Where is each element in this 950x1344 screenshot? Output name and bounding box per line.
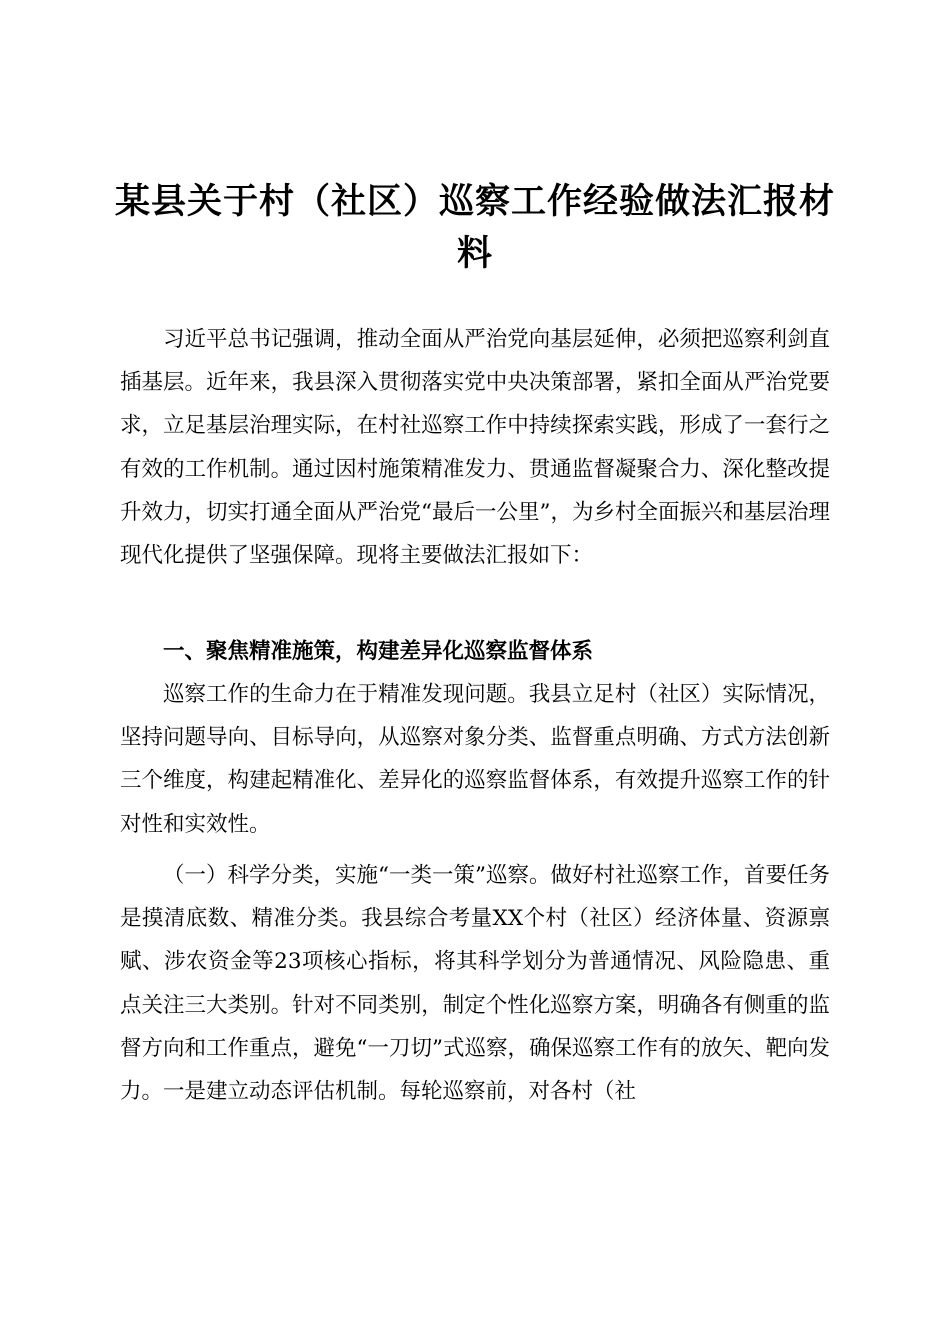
subsection-1-text: 做好村社巡察工作，首要任务是摸清底数、精准分类。我县综合考量XX个村（社区）经济体量、资源禀赋、涉农资金等23项核心指标，将其科学划分为普通情况、风险隐患、重点关注三大类别。针对不同类别，制定个性化巡察方案，明确各有侧重的监督方向和工作重点，避免“一刀切”式巡察，确保巡察工作有的放矢、靶向发力。一是建立动态评估机制。每轮巡察前，对各村（社 bbox=[120, 863, 831, 1105]
section-heading-1: 一、聚焦精准施策，构建差异化巡察监督体系 bbox=[163, 639, 594, 664]
section-1-paragraph: 巡察工作的生命力在于精准发现问题。我县立足村（社区）实际情况，坚持问题导向、目标导向，从巡察对象分类、监督重点明确、方式方法创新三个维度，构建起精准化、差异化的巡察监督体系，有效提升巡察工作的针对性和实效性。 bbox=[120, 682, 830, 837]
document-title: 某县关于村（社区）巡察工作经验做法汇报材料 bbox=[114, 181, 835, 274]
subsection-1-paragraph bbox=[120, 854, 830, 1113]
subsection-1-label: （一）科学分类，实施“一类一策”巡察。 bbox=[163, 863, 551, 888]
intro-paragraph: 习近平总书记强调，推动全面从严治党向基层延伸，必须把巡察利剑直插基层。近年来，我县深入贯彻落实党中央决策部署，紧扣全面从严治党要求，立足基层治理实际，在村社巡察工作中持续探索实践，形成了一套行之有效的工作机制。通过因村施策精准发力、贯通监督凝聚合力、深化整改提升效力，切实打通全面从严治党“最后一公里”，为乡村全面振兴和基层治理现代化提供了坚强保障。现将主要做法汇报如下： bbox=[120, 327, 830, 569]
